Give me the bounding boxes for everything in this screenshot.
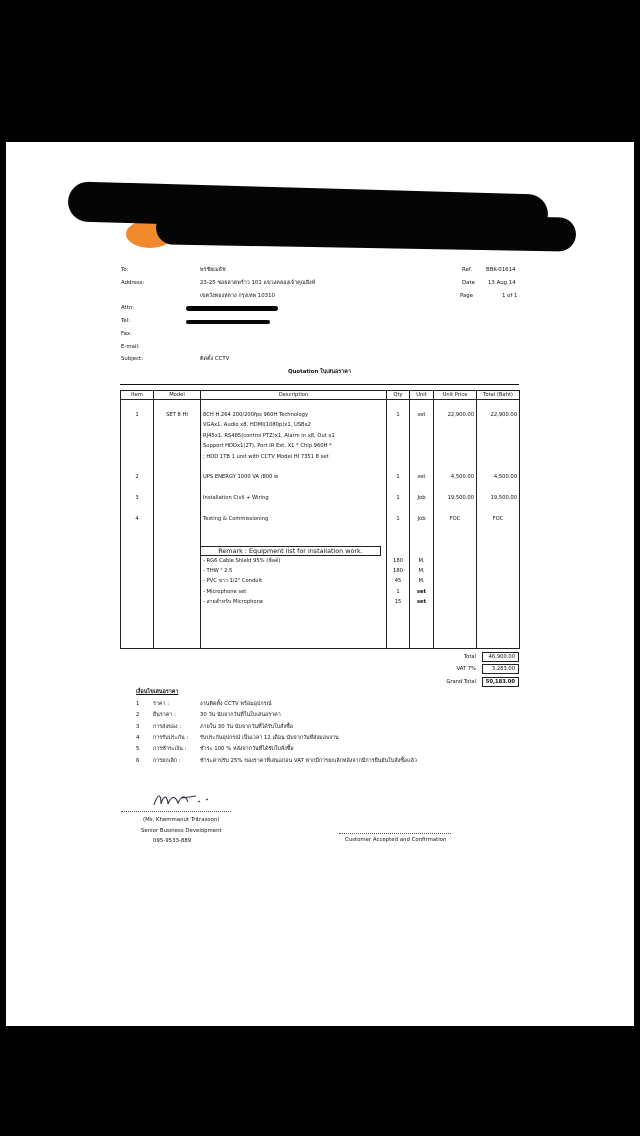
cell-model xyxy=(154,535,201,545)
address-label: Address: xyxy=(121,280,145,286)
customer-signature-line xyxy=(339,833,451,834)
cell-model xyxy=(154,503,201,513)
cell-model xyxy=(154,576,201,586)
cell-total: 19,500.00 xyxy=(477,493,520,503)
cell-unit xyxy=(410,535,434,545)
cell-model xyxy=(154,462,201,472)
col-header-total: Total (Baht) xyxy=(477,391,520,400)
cell-description xyxy=(201,618,387,628)
cell-model xyxy=(154,431,201,441)
vat-label: VAT 7% xyxy=(456,666,476,672)
redaction-mark xyxy=(186,306,278,311)
table-row xyxy=(121,618,520,628)
cell-qty xyxy=(387,638,410,648)
cell-total: 4,500.00 xyxy=(477,472,520,482)
signer-phone: 095-9533-889 xyxy=(153,838,192,844)
cell-item xyxy=(121,576,154,586)
cell-unit-price xyxy=(434,451,477,461)
cell-model xyxy=(154,638,201,648)
tel-label: Tel: xyxy=(121,318,131,324)
table-row xyxy=(121,472,520,482)
condition-label: ยืนราคา : xyxy=(153,712,176,719)
cell-qty: 1 xyxy=(387,493,410,503)
table-row xyxy=(121,514,520,524)
table-row xyxy=(121,566,520,576)
divider xyxy=(120,384,519,385)
col-header-unit: Unit xyxy=(410,391,434,400)
table-row xyxy=(121,535,520,545)
condition-no: 1 xyxy=(136,701,140,707)
cell-description: 8CH H.264 200/200fps 960H Technology xyxy=(201,410,387,420)
condition-text: ชำระค่าปรับ 25% ของราคาที่เสนอก่อน VAT หากมีการยกเลิกหลังจากมีการยืนยันใบสั่งซื้อแล้ว xyxy=(200,757,417,764)
cell-item xyxy=(121,503,154,513)
cell-description xyxy=(201,638,387,648)
cell-total xyxy=(477,441,520,451)
document-title: Quotation ใบเสนอราคา xyxy=(288,369,351,375)
cell-qty xyxy=(387,451,410,461)
cell-unit xyxy=(410,618,434,628)
cell-description: Testing & Commissioning xyxy=(201,514,387,524)
cell-model xyxy=(154,618,201,628)
cell-unit: Job xyxy=(410,493,434,503)
subject-label: Subject: xyxy=(121,356,143,362)
cell-description xyxy=(201,483,387,493)
cell-model xyxy=(154,545,201,555)
cell-model xyxy=(154,555,201,565)
cell-item xyxy=(121,420,154,430)
cell-unit xyxy=(410,607,434,617)
cell-qty xyxy=(387,503,410,513)
cell-qty xyxy=(387,431,410,441)
cell-item: 2 xyxy=(121,472,154,482)
cell-description: Installation Civil + Wiring xyxy=(201,493,387,503)
cell-item xyxy=(121,451,154,461)
table-row xyxy=(121,555,520,565)
cell-total xyxy=(477,400,520,410)
cell-model xyxy=(154,472,201,482)
cell-description: - PVC ขาว 1/2" Conduit xyxy=(201,576,387,586)
table-row xyxy=(121,638,520,648)
condition-label: การรับประกัน : xyxy=(153,734,189,741)
cell-unit: Job xyxy=(410,514,434,524)
cell-item xyxy=(121,431,154,441)
condition-text: 30 วัน นับจากวันที่ในใบเสนอราคา xyxy=(200,712,281,719)
cell-unit-price: 22,900.00 xyxy=(434,410,477,420)
cell-unit-price xyxy=(434,462,477,472)
condition-no: 6 xyxy=(136,757,140,764)
cell-unit xyxy=(410,524,434,534)
quotation-table xyxy=(120,390,520,649)
cell-unit xyxy=(410,503,434,513)
cell-description: - Microphone set xyxy=(201,587,387,597)
condition-no: 3 xyxy=(136,723,140,730)
table-row xyxy=(121,493,520,503)
condition-label: การชำระเงิน : xyxy=(153,746,187,753)
cell-model xyxy=(154,420,201,430)
cell-description: Support HDDx1(2T), Port IR Ext. X1 * Chip 960H * xyxy=(201,441,387,451)
table-row xyxy=(121,597,520,607)
to-label: To: xyxy=(121,267,129,273)
cell-unit-price xyxy=(434,524,477,534)
condition-text: ภายใน 30 วัน นับจากวันที่ได้รับใบสั่งซื้อ xyxy=(200,723,293,730)
cell-model xyxy=(154,400,201,410)
cell-unit xyxy=(410,420,434,430)
table-row xyxy=(121,576,520,586)
signer-position: Senior Business Development xyxy=(141,828,222,834)
cell-model xyxy=(154,587,201,597)
page-label: Page xyxy=(460,293,474,299)
ref-value: BBK-01614 xyxy=(486,267,516,273)
cell-unit-price xyxy=(434,638,477,648)
cell-model xyxy=(154,483,201,493)
cell-qty: 1 xyxy=(387,410,410,420)
cell-qty: 1 xyxy=(387,587,410,597)
cell-model xyxy=(154,607,201,617)
col-header-unit-price: Unit Price xyxy=(434,391,477,400)
table-row xyxy=(121,483,520,493)
cell-item xyxy=(121,566,154,576)
cell-qty xyxy=(387,441,410,451)
table-row xyxy=(121,607,520,617)
cell-total xyxy=(477,451,520,461)
address-line1: 23-25 ซอยลาดพร้าว 101 แขวงคลองเจ้าคุณสิงห์ xyxy=(200,280,316,286)
cell-description: RJ45x1, RS485(control PTZ)x1, Alarm in x8, Out x1 xyxy=(201,431,387,441)
cell-unit: set xyxy=(410,587,434,597)
cell-qty xyxy=(387,483,410,493)
customer-caption: Customer Accepted and Confirmation xyxy=(345,837,447,843)
cell-qty xyxy=(387,400,410,410)
cell-unit-price xyxy=(434,400,477,410)
table-row xyxy=(121,410,520,420)
cell-unit xyxy=(410,545,434,555)
cell-total xyxy=(477,638,520,648)
cell-unit-price xyxy=(434,420,477,430)
cell-item xyxy=(121,555,154,565)
cell-total xyxy=(477,503,520,513)
cell-unit: M. xyxy=(410,555,434,565)
table-row xyxy=(121,451,520,461)
cell-qty xyxy=(387,420,410,430)
cell-total xyxy=(477,545,520,555)
table-row xyxy=(121,524,520,534)
cell-item xyxy=(121,628,154,638)
cell-unit: set xyxy=(410,472,434,482)
cell-item xyxy=(121,462,154,472)
cell-description: ; HDD 1TB 1 unit with CCTV Model HI 7351 8 set xyxy=(201,451,387,461)
cell-qty xyxy=(387,607,410,617)
cell-total: 22,900.00 xyxy=(477,410,520,420)
cell-unit xyxy=(410,628,434,638)
cell-description xyxy=(201,462,387,472)
cell-total xyxy=(477,597,520,607)
cell-total xyxy=(477,420,520,430)
total-value: 46,900.00 xyxy=(482,652,519,662)
ref-label: Ref. xyxy=(462,267,473,273)
col-header-item: Item xyxy=(121,391,154,400)
cell-qty xyxy=(387,618,410,628)
cell-unit-price xyxy=(434,576,477,586)
cell-item xyxy=(121,441,154,451)
cell-total xyxy=(477,524,520,534)
cell-unit-price xyxy=(434,618,477,628)
cell-qty xyxy=(387,535,410,545)
cell-item xyxy=(121,400,154,410)
cell-description xyxy=(201,503,387,513)
cell-model xyxy=(154,597,201,607)
cell-description xyxy=(201,535,387,545)
table-header-row xyxy=(121,391,520,400)
total-label: Total xyxy=(463,654,476,660)
cell-unit: M. xyxy=(410,566,434,576)
cell-description: VGAx1, Audio x8, HDMI(1080p)x1, USBx2 xyxy=(201,420,387,430)
cell-model xyxy=(154,493,201,503)
cell-unit: set xyxy=(410,410,434,420)
cell-unit: M. xyxy=(410,576,434,586)
cell-item: 1 xyxy=(121,410,154,420)
cell-model xyxy=(154,441,201,451)
cell-model: SET 8 HI xyxy=(154,410,201,420)
cell-unit xyxy=(410,400,434,410)
cell-model xyxy=(154,514,201,524)
cell-model xyxy=(154,451,201,461)
to-value: พรชัยเมธัช xyxy=(200,267,226,273)
signature-line xyxy=(121,811,231,812)
date-value: 13 Aug 14 xyxy=(488,280,516,286)
cell-qty xyxy=(387,462,410,472)
condition-label: การส่งของ : xyxy=(153,723,182,730)
cell-item xyxy=(121,638,154,648)
cell-description: - RG6 Cable Shield 95% (ชีลด์) xyxy=(201,555,387,565)
cell-unit-price xyxy=(434,566,477,576)
cell-item xyxy=(121,607,154,617)
condition-no: 5 xyxy=(136,746,140,753)
cell-unit-price: FOC xyxy=(434,514,477,524)
col-header-description: Description xyxy=(201,391,387,400)
cell-total xyxy=(477,607,520,617)
cell-unit-price xyxy=(434,607,477,617)
cell-unit-price xyxy=(434,545,477,555)
signature-scribble xyxy=(152,790,214,810)
cell-item xyxy=(121,524,154,534)
cell-unit-price xyxy=(434,628,477,638)
cell-item xyxy=(121,587,154,597)
table-row xyxy=(121,400,520,410)
condition-no: 4 xyxy=(136,734,140,741)
col-header-model: Model xyxy=(154,391,201,400)
cell-unit-price xyxy=(434,587,477,597)
fax-label: Fax: xyxy=(121,331,132,337)
table-row xyxy=(121,420,520,430)
condition-label: ราคา : xyxy=(153,701,170,707)
cell-model xyxy=(154,628,201,638)
redaction-mark xyxy=(156,210,577,251)
subject-value: ติดตั้ง CCTV xyxy=(200,356,230,362)
cell-unit-price xyxy=(434,535,477,545)
conditions-title: เงื่อนไขเสนอราคา xyxy=(136,689,179,695)
cell-unit xyxy=(410,441,434,451)
table-row xyxy=(121,431,520,441)
cell-item xyxy=(121,545,154,555)
condition-text: ชำระ 100 % หลังจากวันที่ได้รับใบสั่งซื้อ xyxy=(200,746,294,753)
cell-qty: 45 xyxy=(387,576,410,586)
condition-text: งานติดตั้ง CCTV พร้อมอุปกรณ์ xyxy=(200,701,272,707)
cell-total xyxy=(477,535,520,545)
signer-name: (Ms. Khemmanut Tritrasoon) xyxy=(143,817,220,823)
cell-qty: 15 xyxy=(387,597,410,607)
cell-total xyxy=(477,431,520,441)
cell-unit-price xyxy=(434,555,477,565)
cell-description xyxy=(201,524,387,534)
cell-unit xyxy=(410,638,434,648)
grand-total-value: 50,183.00 xyxy=(482,677,519,687)
cell-unit xyxy=(410,431,434,441)
cell-description: - สายสำหรับ Microphone xyxy=(201,597,387,607)
table-row xyxy=(121,441,520,451)
cell-qty: 1 xyxy=(387,472,410,482)
cell-qty xyxy=(387,524,410,534)
col-header-qty: Qty xyxy=(387,391,410,400)
cell-qty: 180 xyxy=(387,555,410,565)
cell-item xyxy=(121,483,154,493)
address-line2: เขตวังทองหลาง กรุงเทพ 10310 xyxy=(200,293,275,299)
cell-total xyxy=(477,576,520,586)
cell-unit-price: 19,500.00 xyxy=(434,493,477,503)
cell-total xyxy=(477,587,520,597)
table-row xyxy=(121,462,520,472)
grand-total-label: Grand Total xyxy=(446,679,476,685)
attn-label: Attn: xyxy=(121,305,135,311)
date-label: Date xyxy=(462,280,475,286)
cell-item xyxy=(121,535,154,545)
cell-description xyxy=(201,628,387,638)
cell-item: 3 xyxy=(121,493,154,503)
email-label: E-mail: xyxy=(121,344,140,350)
cell-unit-price xyxy=(434,431,477,441)
cell-qty: 1 xyxy=(387,514,410,524)
cell-item xyxy=(121,618,154,628)
vat-value: 3,283.00 xyxy=(482,664,519,674)
cell-qty xyxy=(387,545,410,555)
cell-qty: 180 xyxy=(387,566,410,576)
cell-unit: set xyxy=(410,597,434,607)
cell-item: 4 xyxy=(121,514,154,524)
quotation-document xyxy=(6,142,634,1026)
remark-box: Remark : Equipment list for installation work. xyxy=(200,546,381,556)
condition-no: 2 xyxy=(136,712,140,719)
table-row xyxy=(121,503,520,513)
cell-unit xyxy=(410,483,434,493)
page-value: 1 of 1 xyxy=(502,293,518,299)
table-row xyxy=(121,587,520,597)
cell-total xyxy=(477,566,520,576)
cell-model xyxy=(154,566,201,576)
cell-description: UPS ENERGY 1000 VA /800 w xyxy=(201,472,387,482)
cell-total xyxy=(477,483,520,493)
cell-unit xyxy=(410,462,434,472)
cell-unit-price: 4,500.00 xyxy=(434,472,477,482)
cell-total xyxy=(477,628,520,638)
cell-model xyxy=(154,524,201,534)
cell-description: - THW ¹ 2.5 xyxy=(201,566,387,576)
cell-unit-price xyxy=(434,597,477,607)
cell-unit-price xyxy=(434,483,477,493)
cell-total xyxy=(477,555,520,565)
condition-label: การยกเลิก : xyxy=(153,757,181,764)
cell-unit xyxy=(410,451,434,461)
cell-description xyxy=(201,400,387,410)
cell-item xyxy=(121,597,154,607)
cell-unit-price xyxy=(434,503,477,513)
condition-text: รับประกันอุปกรณ์ เป็นเวลา 12 เดือน นับจากวันที่ส่งมอบงาน xyxy=(200,734,339,741)
cell-total xyxy=(477,462,520,472)
cell-description xyxy=(201,607,387,617)
cell-unit-price xyxy=(434,441,477,451)
redaction-mark xyxy=(186,320,270,324)
cell-qty xyxy=(387,628,410,638)
cell-total: FOC xyxy=(477,514,520,524)
cell-total xyxy=(477,618,520,628)
table-row xyxy=(121,628,520,638)
